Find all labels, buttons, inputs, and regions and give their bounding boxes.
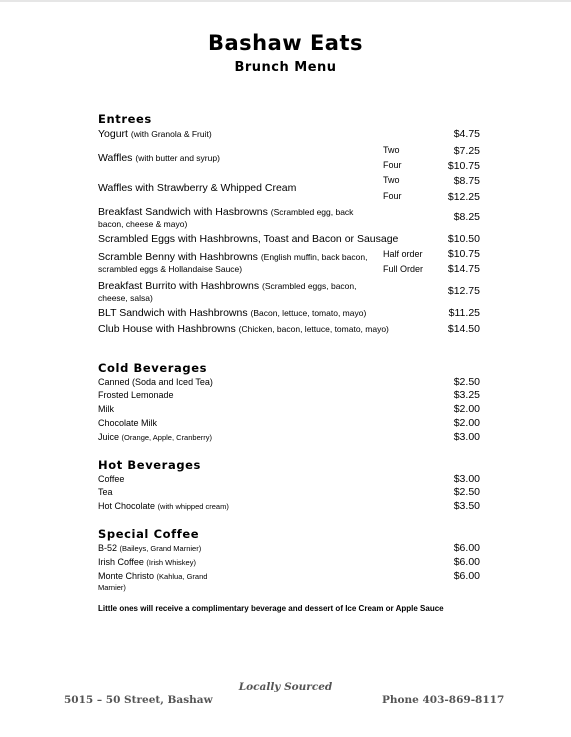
- footer-phone: Phone 403-869-8117: [382, 694, 505, 706]
- item-name: Tea: [98, 487, 113, 497]
- menu-item-monte-christo: [98, 571, 218, 593]
- item-desc: (with Granola & Fruit): [130, 129, 212, 139]
- item-option: Two: [383, 175, 400, 185]
- item-name: Frosted Lemonade: [98, 390, 174, 400]
- menu-subtitle: Brunch Menu: [234, 60, 337, 75]
- item-name: Scramble Benny with Hashbrowns: [98, 251, 258, 263]
- item-desc: (Bacon, lettuce, tomato, mayo): [250, 308, 367, 318]
- item-desc: (English muffin, back bacon, scrambled eggs & Hollandaise Sauce): [98, 252, 368, 274]
- item-desc: (with whipped cream): [157, 502, 229, 511]
- item-price: $6.00: [453, 556, 480, 568]
- menu-item-b52: [98, 543, 358, 554]
- item-name: Canned (Soda and Iced Tea): [98, 377, 213, 387]
- item-name: Monte Christo: [98, 571, 155, 581]
- item-name: Breakfast Burrito with Hashbrowns: [98, 280, 260, 292]
- menu-item-yogurt: [98, 128, 378, 140]
- menu-item-scrambled-eggs: [98, 233, 428, 245]
- menu-item-blt-sandwich: [98, 307, 428, 319]
- menu-item-tea: [98, 487, 358, 497]
- footer-tagline: Locally Sourced: [238, 681, 333, 693]
- menu-item-club-house: [98, 323, 428, 335]
- section-heading-special-coffee: Special Coffee: [98, 527, 200, 541]
- item-desc: (Scrambled eggs, bacon, cheese, salsa): [98, 281, 357, 303]
- item-price: $3.25: [453, 389, 480, 401]
- menu-item-chocolate-milk: [98, 418, 358, 428]
- item-price: $14.50: [447, 323, 480, 335]
- item-price: $6.00: [453, 570, 480, 582]
- item-price: $10.75: [447, 160, 480, 172]
- item-price: $2.50: [453, 486, 480, 498]
- menu-item-waffles: [98, 152, 378, 164]
- item-price: $7.25: [453, 145, 480, 157]
- menu-item-strawberry-waffles: [98, 182, 378, 194]
- section-heading-entrees: Entrees: [98, 112, 152, 126]
- item-desc: (Baileys, Grand Marnier): [119, 544, 202, 553]
- item-desc: (Orange, Apple, Cranberry): [121, 433, 212, 442]
- menu-item-frosted-lemonade: [98, 390, 358, 400]
- item-desc: (Irish Whiskey): [146, 558, 196, 567]
- item-price: $8.25: [453, 211, 480, 223]
- item-name: Milk: [98, 404, 114, 414]
- item-name: B-52: [98, 543, 118, 553]
- menu-item-irish-coffee: [98, 557, 358, 568]
- item-name: Irish Coffee: [98, 557, 144, 567]
- menu-item-milk: [98, 404, 358, 414]
- item-desc: (Kahlua, Grand Marnier): [98, 572, 208, 592]
- item-option: Two: [383, 145, 400, 155]
- item-option: Half order: [383, 249, 423, 259]
- item-desc: (Scrambled egg, back bacon, cheese & mayo): [98, 207, 354, 229]
- item-option: Four: [383, 160, 402, 170]
- menu-item-breakfast-sandwich: [98, 206, 378, 230]
- item-name: Scrambled Eggs with Hashbrowns, Toast and Bacon or Sausage: [98, 233, 399, 245]
- item-option: Full Order: [383, 264, 424, 274]
- menu-item-canned: [98, 377, 358, 387]
- item-price: $3.00: [453, 431, 480, 443]
- item-price: $3.00: [453, 473, 480, 485]
- item-name: Hot Chocolate: [98, 501, 156, 511]
- section-heading-hot-beverages: Hot Beverages: [98, 458, 201, 472]
- section-heading-cold-beverages: Cold Beverages: [98, 361, 208, 375]
- menu-item-scramble-benny: [98, 251, 378, 275]
- item-desc: (Chicken, bacon, lettuce, tomato, mayo): [238, 324, 389, 334]
- item-desc: (with butter and syrup): [135, 153, 220, 163]
- kids-note: Little ones will receive a complimentary beverage and dessert of Ice Cream or Apple Sauce: [98, 604, 444, 613]
- item-price: $6.00: [453, 542, 480, 554]
- item-price: $4.75: [453, 128, 480, 140]
- item-price: $12.75: [447, 285, 480, 297]
- item-price: $2.00: [453, 403, 480, 415]
- item-name: Juice: [98, 432, 120, 442]
- item-price: $10.50: [447, 233, 480, 245]
- item-name: Chocolate Milk: [98, 418, 158, 428]
- item-name: Waffles with Strawberry & Whipped Cream: [98, 182, 297, 194]
- page-top-edge: [0, 0, 571, 2]
- menu-item-coffee: [98, 474, 358, 484]
- item-name: BLT Sandwich with Hashbrowns: [98, 307, 248, 319]
- item-name: Coffee: [98, 474, 125, 484]
- menu-item-juice: [98, 432, 358, 443]
- item-price: $10.75: [447, 248, 480, 260]
- menu-item-hot-chocolate: [98, 501, 358, 512]
- footer-address: 5015 – 50 Street, Bashaw: [64, 694, 213, 706]
- item-name: Yogurt: [98, 128, 128, 140]
- menu-item-breakfast-burrito: [98, 280, 378, 304]
- item-name: Breakfast Sandwich with Hasbrowns: [98, 206, 268, 218]
- item-price: $11.25: [448, 307, 480, 319]
- item-name: Club House with Hashbrowns: [98, 323, 236, 335]
- item-price: $8.75: [453, 175, 480, 187]
- restaurant-title: Bashaw Eats: [207, 31, 364, 55]
- item-price: $12.25: [447, 191, 480, 203]
- item-price: $2.50: [453, 376, 480, 388]
- item-option: Four: [383, 191, 402, 201]
- item-price: $3.50: [453, 500, 480, 512]
- item-price: $14.75: [447, 263, 480, 275]
- item-name: Waffles: [98, 152, 133, 164]
- item-price: $2.00: [453, 417, 480, 429]
